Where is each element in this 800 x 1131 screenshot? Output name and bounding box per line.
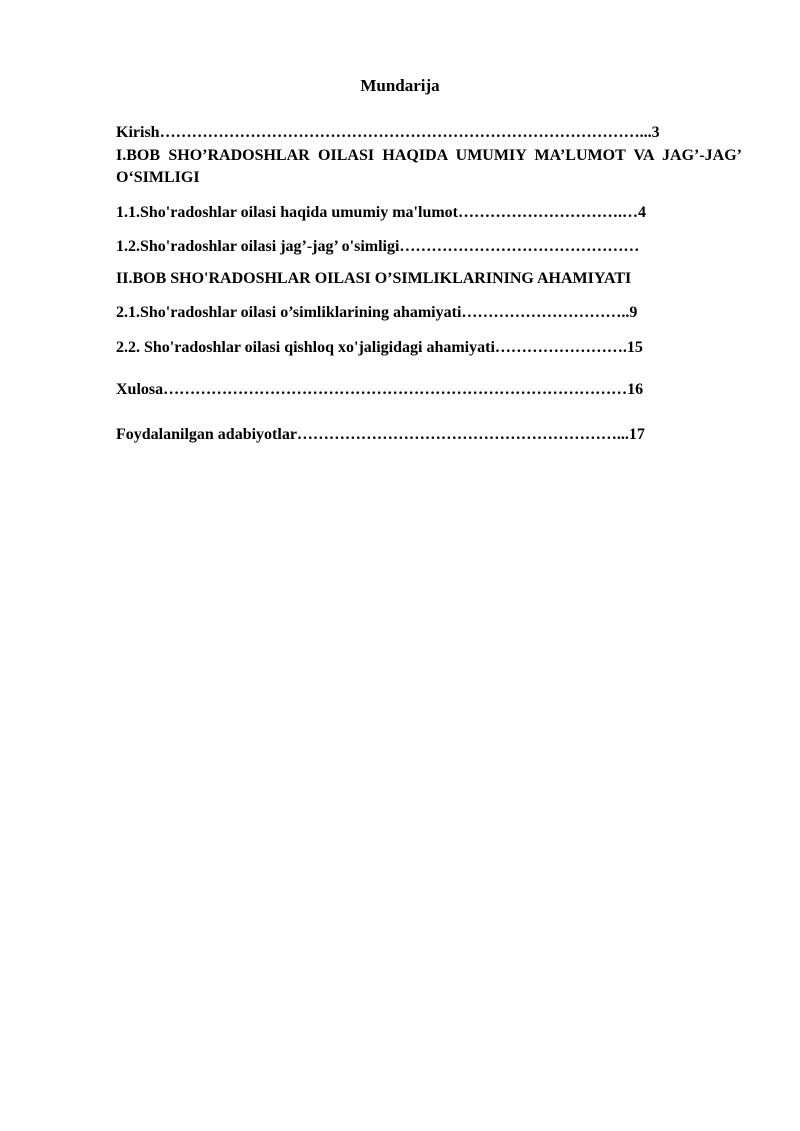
- toc-entry-1-1: 1.1.Sho'radoshlar oilasi haqida umumiy ma'lumot………………………….…4: [116, 204, 646, 221]
- toc-entry-2-1: 2.1.Sho'radoshlar oilasi o’simliklarining ahamiyati…………………………..9: [116, 304, 638, 321]
- page-title: Mundarija: [360, 76, 440, 95]
- toc-chapter-1-heading: I.BOB SHO’RADOSHLAR OILASI HAQIDA UMUMIY MA’LUMOT VA JAG’-JAG’ O‘SIMLIGI: [116, 147, 742, 186]
- toc-entry-references: Foydalanilgan adabiyotlar……………………………………………………...17: [116, 426, 645, 443]
- toc-entry-2-2: 2.2. Sho'radoshlar oilasi qishloq xo'jaligidagi ahamiyati…………………….15: [116, 339, 643, 356]
- toc-entry-1-2: 1.2.Sho'radoshlar oilasi jag’-jag’ o'simligi………………………………………: [116, 238, 640, 255]
- toc-chapter-2-heading: II.BOB SHO'RADOSHLAR OILASI O’SIMLIKLARINING AHAMIYATI: [116, 270, 632, 287]
- toc-entry-conclusion: Xulosa……………………………………………………………………………16: [116, 381, 644, 398]
- toc-entry-introduction: Kirish………………………………………………………………………………...3: [116, 124, 660, 141]
